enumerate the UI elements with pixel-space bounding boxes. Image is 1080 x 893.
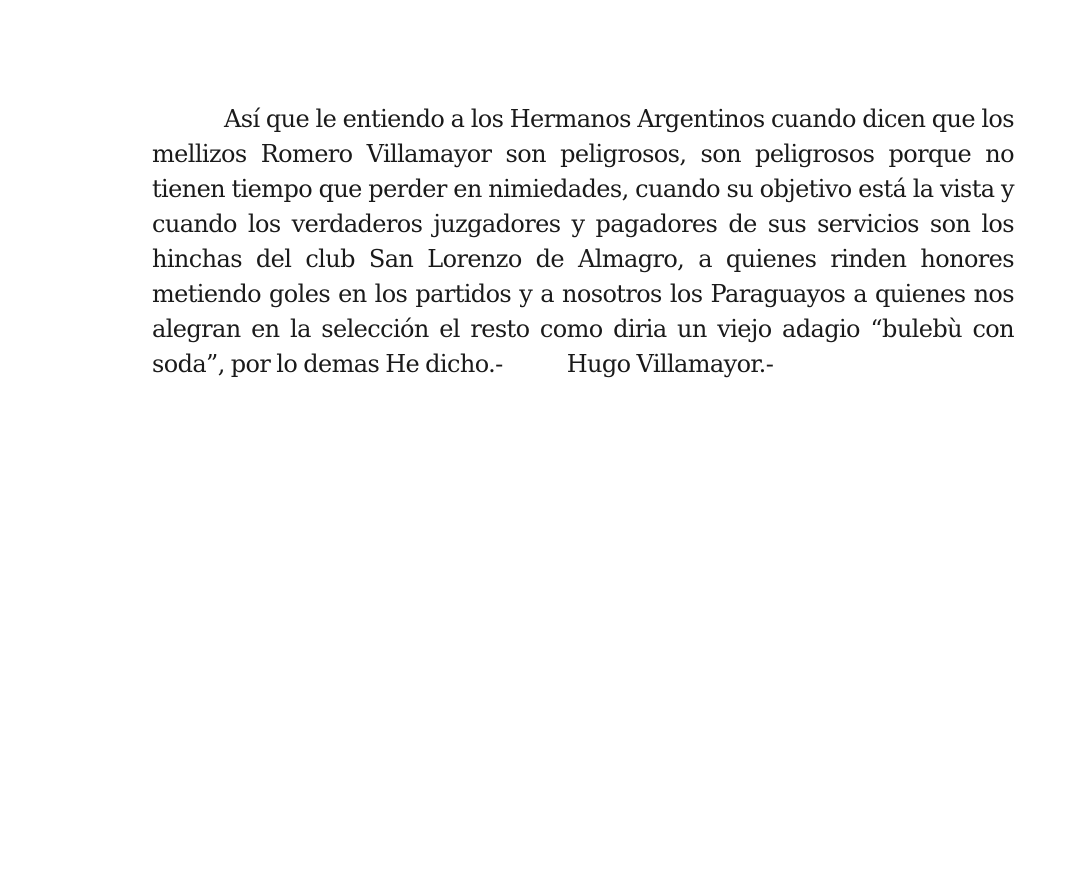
signature: Hugo Villamayor.- [566,350,774,378]
paragraph-text: Así que le entiendo a los Hermanos Argentinos cuando dicen que los mellizos Romero Villamayor son peligrosos, son peligrosos porque no tienen tiempo que perder en nimiedades, cuando su objetivo está la vista y cuando los verdaderos juzgadores y pagadores de sus servicios son los hinchas del club San Lorenzo de Almagro, a quienes rinden honores metiendo goles en los partidos y a nosotros los Paraguayos a quienes nos alegran en la selección el resto como diria un viejo adagio “bulebù con soda”, por lo demas He dicho.- [152,105,1014,378]
body-paragraph [152,102,1014,382]
